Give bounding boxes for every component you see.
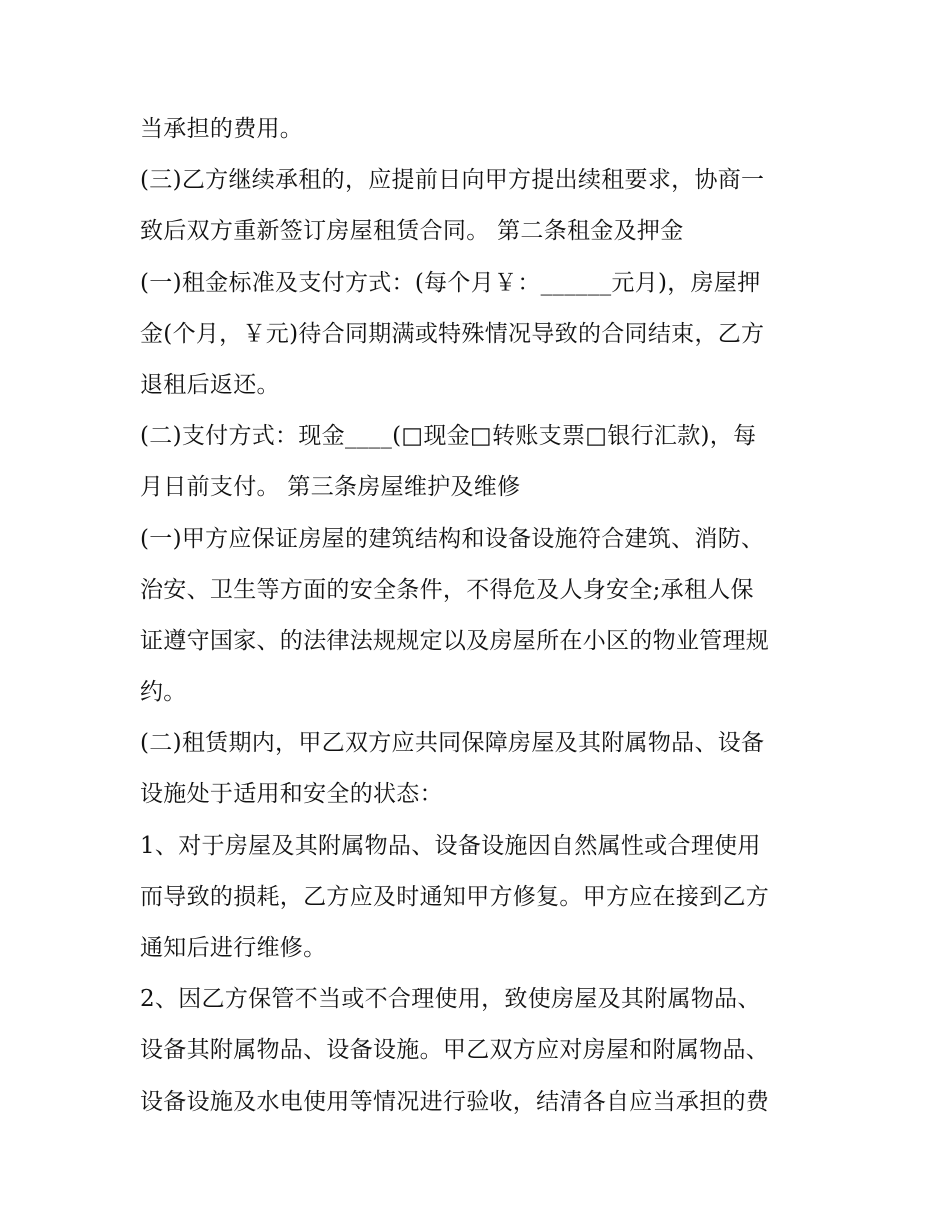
text-line: 而导致的损耗，乙方应及时通知甲方修复。甲方应在接到乙方 [140, 883, 770, 910]
text-line: (三)乙方继续承租的，应提前日向甲方提出续租要求，协商一 [140, 167, 765, 194]
text-line: (一)甲方应保证房屋的建筑结构和设备设施符合建筑、消防、 [140, 525, 765, 552]
text-line: 月日前支付。 第三条房屋维护及维修 [140, 474, 521, 501]
text-line: 约。 [140, 679, 187, 706]
text-line: 通知后进行维修。 [140, 935, 327, 961]
text-line: (一)租金标准及支付方式：(每个月￥：______元月)，房屋押 [140, 269, 761, 296]
contract-text-body [140, 104, 830, 1128]
text-line: 证遵守国家、的法律法规规定以及房屋所在小区的物业管理规 [140, 627, 770, 654]
text-line: 当承担的费用。 [140, 116, 304, 142]
text-line: 致后双方重新签订房屋租赁合同。 第二条租金及押金 [140, 218, 684, 245]
text-line: 设施处于适用和安全的状态： [140, 781, 443, 808]
text-line: (二)支付方式：现金____(□现金□转账支票□银行汇款)，每 [140, 423, 757, 450]
text-line: (二)租赁期内，甲乙双方应共同保障房屋及其附属物品、设备 [140, 730, 765, 757]
text-line: 治安、卫生等方面的安全条件，不得危及人身安全;承租人保 [140, 576, 754, 603]
text-line: 1、对于房屋及其附属物品、设备设施因自然属性或合理使用 [140, 832, 761, 859]
text-line: 设备设施及水电使用等情况进行验收，结清各自应当承担的费 [140, 1088, 770, 1115]
text-line: 金(个月，￥元)待合同期满或特殊情况导致的合同结束，乙方 [140, 320, 765, 347]
text-line: 设备其附属物品、设备设施。甲乙双方应对房屋和附属物品、 [140, 1037, 770, 1064]
text-line: 2、因乙方保管不当或不合理使用，致使房屋及其附属物品、 [140, 986, 761, 1013]
text-line: 退租后返还。 [140, 371, 280, 398]
